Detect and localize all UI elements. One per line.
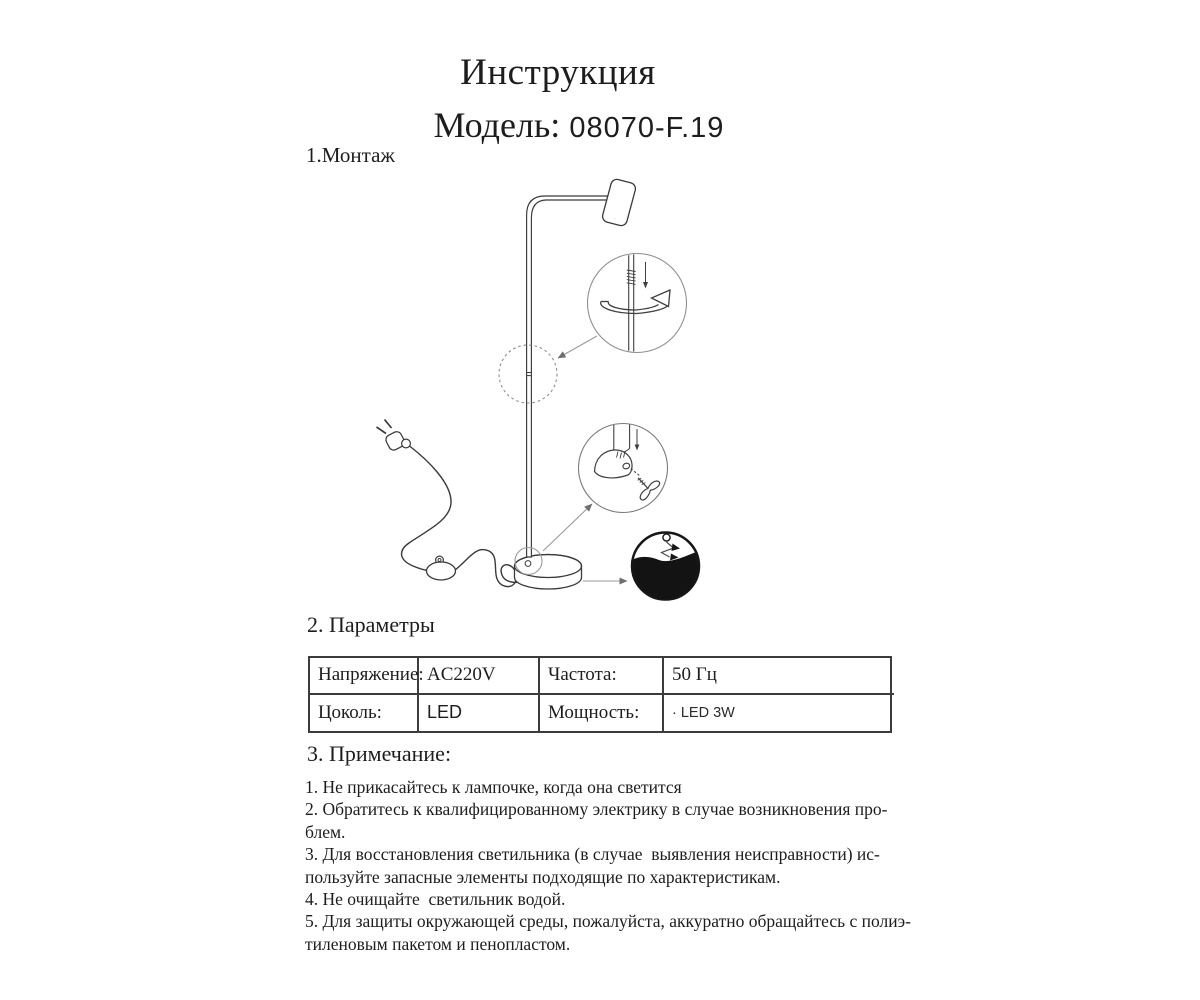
assembly-diagram xyxy=(365,160,710,610)
param-label-frequency: Частота: xyxy=(540,658,664,695)
lamp-head xyxy=(601,178,637,227)
note-line: пользуйте запасные элементы подходящие по характеристикам. xyxy=(305,866,781,887)
parameters-table xyxy=(308,656,892,733)
detail-circle-wing-screw xyxy=(579,424,668,513)
leader-arrow-mid xyxy=(543,504,592,551)
note-line: блем. xyxy=(305,821,346,842)
model-number: 08070-F.19 xyxy=(569,112,725,144)
model-wrap xyxy=(434,105,725,145)
param-label-power: Мощность: xyxy=(540,695,664,732)
param-value-socket: LED xyxy=(419,695,540,732)
power-plug xyxy=(377,420,411,452)
param-label-voltage: Напряжение: xyxy=(310,658,419,695)
note-line: 2. Обратитесь к квалифицированному электрику в случае возникновения про- xyxy=(305,799,888,820)
page-title: Инструкция xyxy=(460,52,656,93)
detail-circle-pole-screw xyxy=(588,254,687,353)
param-label-socket: Цоколь: xyxy=(310,695,419,732)
param-value-frequency: 50 Гц xyxy=(664,658,894,695)
detail-circle-base-underside xyxy=(630,533,700,602)
power-cord xyxy=(402,446,531,587)
note-line: 4. Не очищайте светильник водой. xyxy=(305,889,566,910)
note-line: 3. Для восстановления светильника (в случае выявления неисправности) ис- xyxy=(305,844,880,865)
note-line: 5. Для защиты окружающей среды, пожалуйста, аккуратно обращайтесь с полиэ- xyxy=(305,911,911,932)
param-value-voltage: AC220V xyxy=(419,658,540,695)
note-line: тиленовым пакетом и пенопластом. xyxy=(305,933,571,954)
page-title-row xyxy=(0,52,1200,94)
foot-switch xyxy=(427,556,456,580)
model-label: Модель: xyxy=(433,105,561,145)
param-value-power: · LED 3W xyxy=(672,704,735,721)
lamp-base xyxy=(515,555,582,589)
notes-heading: 3. Примечание: xyxy=(307,741,452,766)
model-row xyxy=(0,104,1200,149)
notes-list xyxy=(305,776,925,955)
assembly-heading: 1.Монтаж xyxy=(306,143,395,167)
note-line: 1. Не прикасайтесь к лампочке, когда она светится xyxy=(305,777,682,797)
parameters-heading: 2. Параметры xyxy=(307,612,435,637)
leader-arrow-top xyxy=(558,336,597,358)
